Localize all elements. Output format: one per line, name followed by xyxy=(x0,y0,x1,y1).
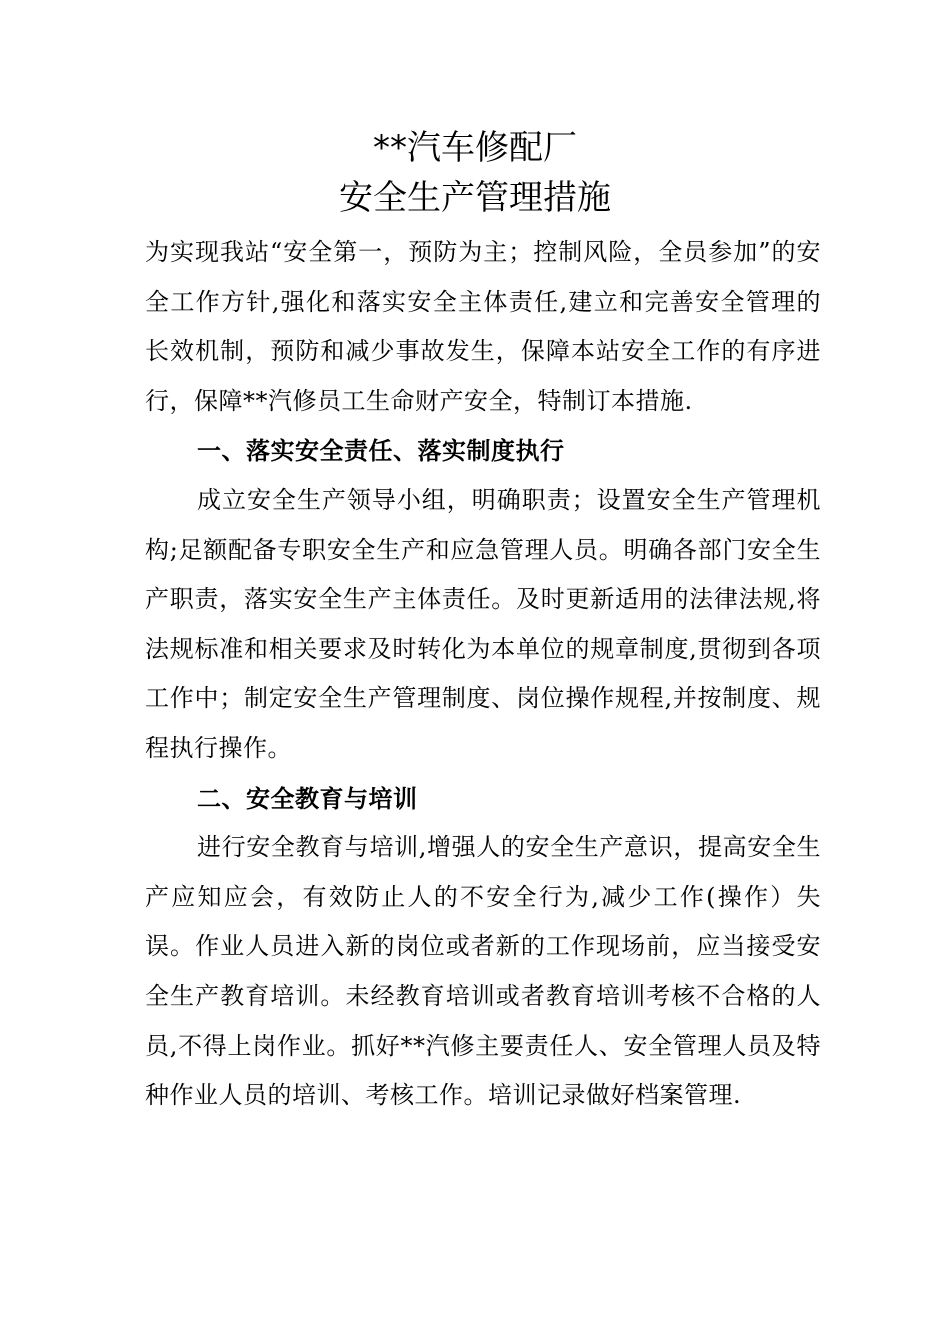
section1-paragraph: 成立安全生产领导小组，明确职责；设置安全生产管理机构;足额配备专职安全生产和应急管理人员。明确各部门安全生产职责，落实安全生产主体责任。及时更新适用的法律法规,将法规标准和相关要求及时转化为本单位的规章制度,贯彻到各项工作中；制定安全生产管理制度、岗位操作规程,并按制度、规程执行操作。 xyxy=(145,485,821,762)
document-title-line1: **汽车修配厂 xyxy=(373,128,577,168)
section1-heading: 一、落实安全责任、落实制度执行 xyxy=(197,436,565,466)
document-title-line2: 安全生产管理措施 xyxy=(339,178,611,218)
section2-paragraph: 进行安全教育与培训,增强人的安全生产意识，提高安全生产应知应会，有效防止人的不安全行为,减少工作(操作）失误。作业人员进入新的岗位或者新的工作现场前，应当接受安全生产教育培训。未经教育培训或者教育培训考核不合格的人员,不得上岗作业。抓好**汽修主要责任人、安全管理人员及特种作业人员的培训、考核工作。培训记录做好档案管理. xyxy=(145,833,821,1110)
intro-paragraph: 为实现我站“安全第一，预防为主；控制风险，全员参加”的安全工作方针,强化和落实安全主体责任,建立和完善安全管理的长效机制，预防和减少事故发生，保障本站安全工作的有序进行，保障**汽修员工生命财产安全，特制订本措施. xyxy=(145,238,821,415)
document-body xyxy=(145,228,821,1121)
section2-heading: 二、安全教育与培训 xyxy=(197,783,418,813)
